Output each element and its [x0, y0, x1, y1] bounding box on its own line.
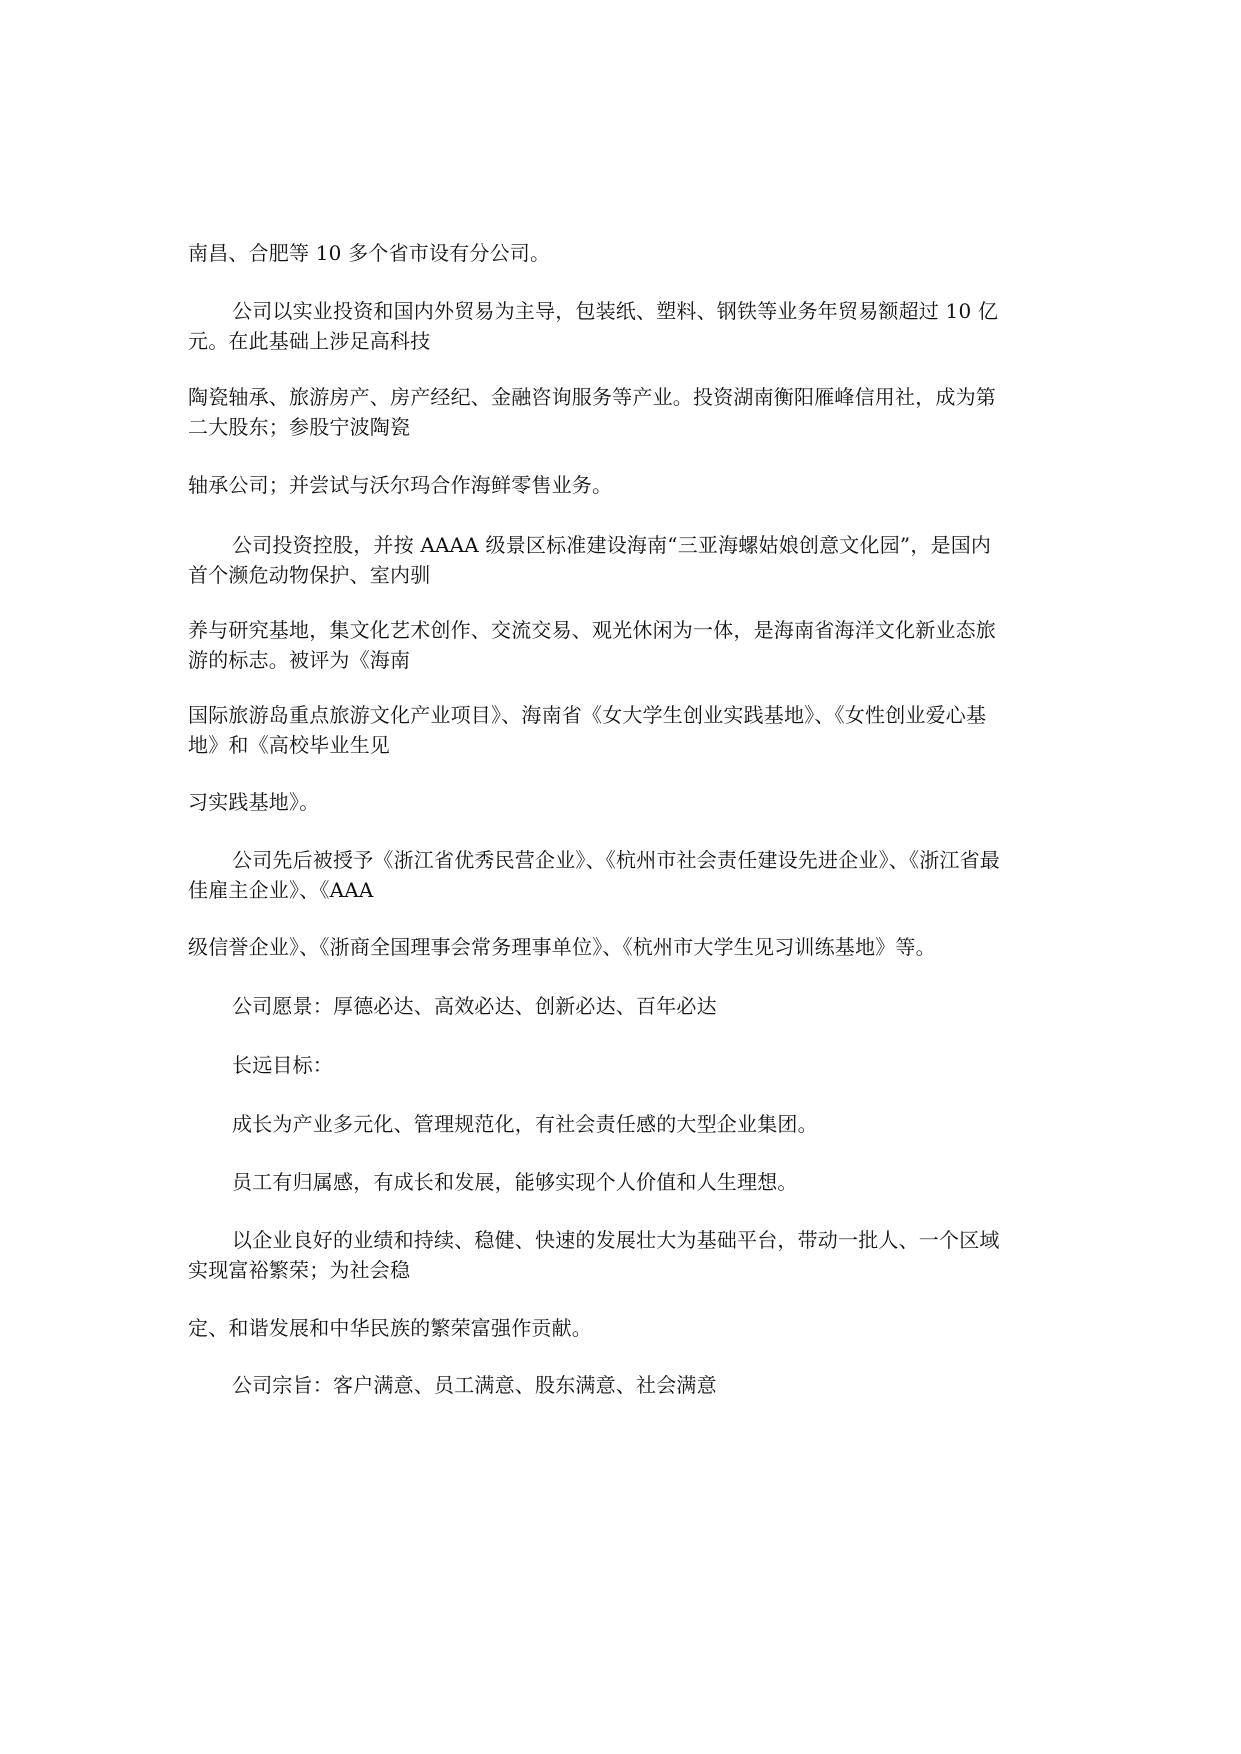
- text-line: 公司投资控股，并按 AAAA 级景区标准建设海南“三亚海螺姑娘创意文化园”，是国内: [232, 533, 992, 557]
- text-line: 公司愿景：厚德必达、高效必达、创新必达、百年必达: [232, 994, 717, 1018]
- text-line: 元。在此基础上涉足高科技: [188, 329, 431, 353]
- text-line: 长远目标：: [232, 1053, 333, 1077]
- text-line: 成长为产业多元化、管理规范化，有社会责任感的大型企业集团。: [232, 1112, 818, 1136]
- text-line: 首个濒危动物保护、室内驯: [188, 563, 431, 587]
- text-line: 公司宗旨：客户满意、员工满意、股东满意、社会满意: [232, 1373, 717, 1397]
- text-line: 习实践基地》。: [188, 790, 320, 814]
- text-line: 二大股东；参股宁波陶瓷: [188, 415, 411, 439]
- text-line: 轴承公司；并尝试与沃尔玛合作海鲜零售业务。: [188, 473, 613, 497]
- text-line: 以企业良好的业绩和持续、稳健、快速的发展壮大为基础平台，带动一批人、一个区域: [232, 1228, 1000, 1252]
- text-line: 陶瓷轴承、旅游房产、房产经纪、金融咨询服务等产业。投资湖南衡阳雁峰信用社，成为第: [188, 385, 996, 409]
- text-line: 定、和谐发展和中华民族的繁荣富强作贡献。: [188, 1316, 592, 1340]
- text-line: 游的标志。被评为《海南: [188, 648, 411, 672]
- text-line: 实现富裕繁荣；为社会稳: [188, 1258, 411, 1282]
- text-line: 地》和《高校毕业生见: [188, 733, 390, 757]
- text-line: 公司以实业投资和国内外贸易为主导，包装纸、塑料、钢铁等业务年贸易额超过 10 亿: [232, 299, 999, 323]
- text-line: 级信誉企业》、《浙商全国理事会常务理事单位》、《杭州市大学生见习训练基地》等。: [188, 935, 936, 959]
- text-line: 员工有归属感，有成长和发展，能够实现个人价值和人生理想。: [232, 1170, 798, 1194]
- text-line: 南昌、合肥等 10 多个省市设有分公司。: [188, 241, 551, 265]
- text-line: 养与研究基地，集文化艺术创作、交流交易、观光休闲为一体，是海南省海洋文化新业态旅: [188, 618, 996, 642]
- text-line: 公司先后被授予《浙江省优秀民营企业》、《杭州市社会责任建设先进企业》、《浙江省最: [232, 848, 1000, 872]
- text-line: 国际旅游岛重点旅游文化产业项目》、海南省《女大学生创业实践基地》、《女性创业爱心基: [188, 703, 987, 727]
- text-line: 佳雇主企业》、《AAA: [188, 878, 374, 902]
